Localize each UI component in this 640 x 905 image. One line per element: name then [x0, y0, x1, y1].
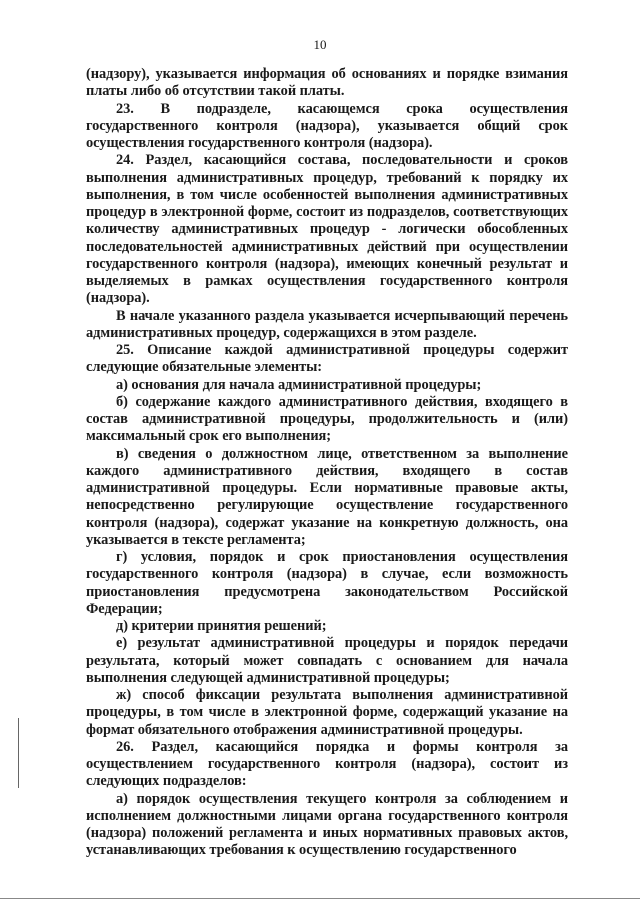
paragraph-24-list-intro: В начале указанного раздела указывается исчерпывающий перечень административных процедур, содержащихся в этом разделе. — [86, 307, 568, 341]
paragraph-26: 26. Раздел, касающийся порядка и формы контроля за осуществлением государственного контроля (надзора), состоит из следующих подразделов: — [86, 738, 568, 790]
scan-bottom-edge — [0, 898, 640, 899]
document-body — [86, 66, 568, 860]
list-item-d: д) критерии принятия решений; — [116, 618, 327, 634]
list-item-v: в) сведения о должностном лице, ответственном за выполнение каждого административного действия, входящего в состав административной процедуры. Если нормативные правовые акты, непосредственно регулирующие осуществление государственного контроля (надзора), содержат указание на конкретную должность, она указывается в тексте регламента; — [86, 445, 568, 548]
list-item-g: г) условия, порядок и срок приостановления осуществления государственного контроля (надзора) в случае, если возможность приостановления предусмотрена законодательством Российской Федерации; — [86, 549, 568, 617]
list-item-e: е) результат административной процедуры и порядок передачи результата, который может совпадать с основанием для начала выполнения следующей административной процедуры; — [86, 635, 568, 686]
list-item-zh: ж) способ фиксации результата выполнения административной процедуры, в том числе в электронной форме, содержащий указание на формат обязательного отображения административной процедуры. — [86, 687, 568, 738]
scan-edge-line — [18, 718, 19, 788]
paragraph-continuation: (надзору), указывается информация об основаниях и порядке взимания платы либо об отсутствии такой платы. — [86, 66, 568, 100]
page-number: 10 — [313, 37, 327, 52]
paragraph-25: 25. Описание каждой административной процедуры содержит следующие обязательные элементы: — [86, 342, 568, 376]
paragraph-26-item-a: а) порядок осуществления текущего контроля за соблюдением и исполнением должностными лицами органа государственного контроля (надзора) положений регламента и иных нормативных правовых актов, устанавливающих требования к осуществлению государственного — [86, 790, 568, 859]
paragraph-23: 23. В подразделе, касающемся срока осуществления государственного контроля (надзора), указывается общий срок осуществления государственного контроля (надзора). — [86, 100, 568, 151]
list-item-a: а) основания для начала административной процедуры; — [116, 376, 482, 393]
paragraph-24: 24. Раздел, касающийся состава, последовательности и сроков выполнения административных процедур, требований к порядку их выполнения, в том числе особенностей выполнения административных процедур в электронной форме, состоит из подразделов, соответствующих количеству административных процедур - логически обособленных последовательностей административных действий при осуществлении государственного контроля (надзора), имеющих конечный результат и выделяемых в рамках осуществления государственного контроля (надзора). — [86, 152, 568, 307]
list-item-b: б) содержание каждого административного действия, входящего в состав административной процедуры, продолжительность и (или) максимальный срок его выполнения; — [86, 393, 568, 445]
